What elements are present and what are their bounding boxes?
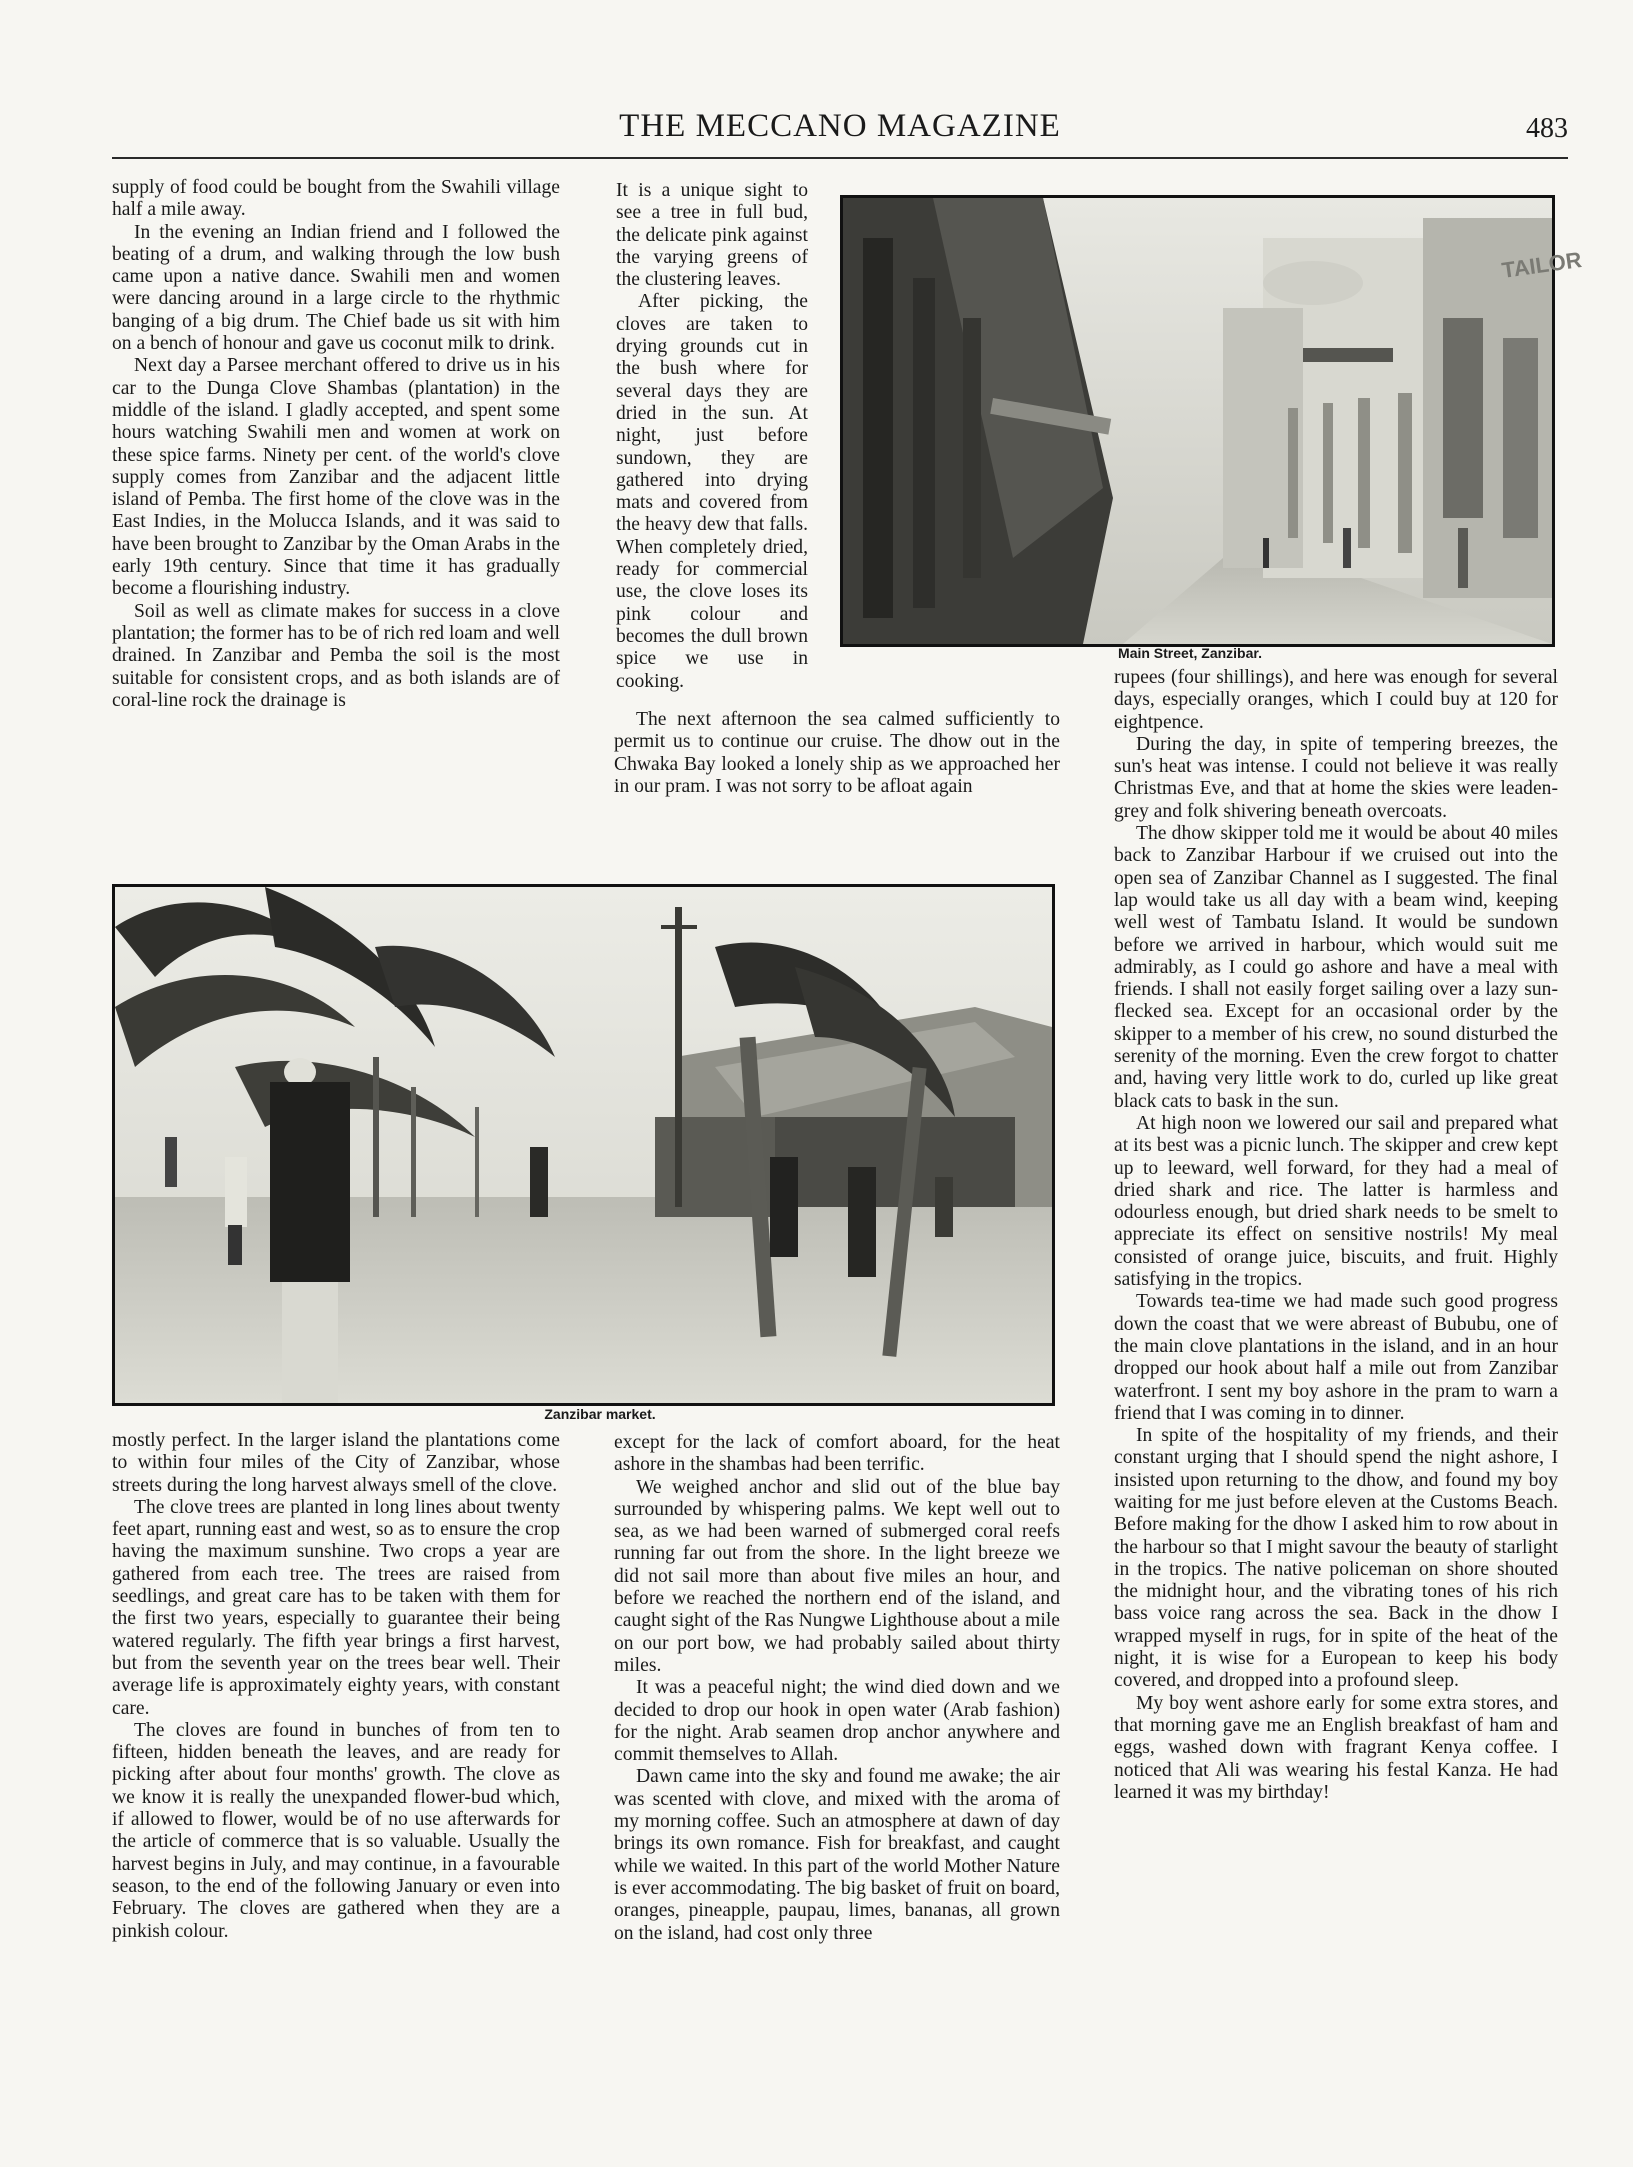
paragraph: The dhow skipper told me it would be about 40 miles back to Zanzibar Harbour if we cruised out into the open sea of Zanzibar Channel as I suggested. The final lap would take us all day with a beam wind, keeping well west of Tambatu Island. It would be sundown before we arrived in harbour, which would suit me admirably, as I could go ashore and have a meal with friends. I shall not easily forget sailing over a lazy sun-flecked sea. Except for an occasional order by the skipper to a member of his crew, no sound disturbed the serenity of the morning. Even the crew forgot to chatter and, having very little work to do, curled up like great black cats to bask in the sun. — [1114, 823, 1558, 1112]
page-header — [112, 104, 1568, 148]
column-2-top-wide — [614, 709, 1060, 798]
paragraph: The next afternoon the sea calmed sufficiently to permit us to continue our cruise. The dhow out in the Chwaka Bay looked a lonely ship as we approached her in our pram. I was not sorry to be afloat again — [614, 709, 1060, 797]
paragraph: rupees (four shillings), and here was enough for several days, especially oranges, which I could buy at 120 for eightpence. — [1114, 667, 1558, 733]
market-caption: Zanzibar market. — [544, 1406, 656, 1422]
paragraph: We weighed anchor and slid out of the blue bay surrounded by whispering palms. We kept well out to sea, as we had been warned of submerged coral reefs running far out from the shore. In the light breeze we did not sail more than about five miles an hour, and before we reached the northern end of the island, and caught sight of the Ras Nungwe Lighthouse about a mile on our port bow, we had probably sailed about thirty miles. — [614, 1476, 1060, 1676]
paragraph: Soil as well as climate makes for success in a clove plantation; the former has to be of rich red loam and well drained. In Zanzibar and Pemba the soil is the most suitable for consistent crops, and as both islands are of coral-line rock the drainage is — [112, 600, 560, 711]
paragraph: In the evening an Indian friend and I followed the beating of a drum, and walking through the low bush came upon a native dance. Swahili men and women were dancing around in a large circle to the rhythmic banging of a big drum. The Chief bade us sit with him on a bench of honour and gave us coconut milk to drink. — [112, 221, 560, 355]
paragraph: At high noon we lowered our sail and prepared what at its best was a picnic lunch. The skipper and crew kept up to leeward, well forward, for they had a meal of dried shark and rice. The latter is harmless and odourless enough, but dried shark needs to be smelt to appreciate its effect on sensitive nostrils! My meal consisted of orange juice, biscuits, and fruit. Highly satisfying in the tropics. — [1114, 1112, 1558, 1291]
column-2-bottom — [614, 1432, 1060, 1945]
main-street-caption: Main Street, Zanzibar. — [1118, 645, 1262, 661]
column-2-top — [616, 180, 808, 693]
paragraph: It was a peaceful night; the wind died down and we decided to drop our hook in open water (Arab fashion) for the night. Arab seamen drop anchor anywhere and commit themselves to Allah. — [614, 1677, 1060, 1766]
paragraph: My boy went ashore early for some extra stores, and that morning gave me an English breakfast of ham and eggs, washed down with fragrant Kenya coffee. I noticed that Ali was wearing his festal Kanza. He had learned it was my birthday! — [1114, 1692, 1558, 1803]
paragraph: Next day a Parsee merchant offered to drive us in his car to the Dunga Clove Shambas (plantation) in the middle of the island. I gladly accepted, and spent some hours watching Swahili men and women at work on these spice farms. Ninety per cent. of the world's clove supply comes from Zanzibar and the adjacent little island of Pemba. The first home of the clove was in the East Indies, in the Molucca Islands, and it was said to have been brought to Zanzibar by the Oman Arabs in the early 19th century. Since that time it has gradually become a flourishing industry. — [112, 355, 560, 600]
paragraph: After picking, the cloves are taken to drying grounds cut in the bush where for several days they are dried in the sun. At night, just before sundown, they are gathered into drying mats and covered from the heavy dew that falls. When completely dried, ready for commercial use, the clove loses its pink colour and becomes the dull brown spice we use in cooking. — [616, 291, 808, 692]
paragraph: The clove trees are planted in long lines about twenty feet apart, running east and west, so as to ensure the crop having the maximum sunshine. Two crops a year are gathered from each tree. The trees are raised from seedlings, and great care has to be taken with them for the first two years, especially to guarantee their being watered regularly. The fifth year brings a first harvest, but from the seventh year on the trees bear well. Their average life is approximately eighty years, with constant care. — [112, 1496, 560, 1719]
shop-sign-text: TAILOR — [1500, 247, 1584, 283]
paragraph: The cloves are found in bunches of from ten to fifteen, hidden beneath the leaves, and are ready for picking after about four months' growth. The clove as we know it is really the unexpanded flower-bud which, if allowed to flower, would be of no use afterwards for the article of commerce that is so valuable. Usually the harvest begins in July, and may continue, in a favourable season, to the end of the following January or even into February. The cloves are gathered when they are a pinkish colour. — [112, 1719, 560, 1942]
magazine-title: THE MECCANO MAGAZINE — [619, 108, 1061, 144]
paragraph: except for the lack of comfort aboard, for the heat ashore in the shambas had been terrific. — [614, 1432, 1060, 1476]
paragraph: In spite of the hospitality of my friends, and their constant urging that I should spend the night ashore, I insisted upon returning to the dhow, and found my boy waiting for me just before eleven at the Customs Beach. Before making for the dhow I asked him to row about in the harbour so that I might savour the beauty of starlight in the tropics. The native policeman on shore shouted the midnight hour, and the vibrating tones of his rich bass voice rang across the sea. Back in the dhow I wrapped myself in rugs, for in spite of the heat of the night, it is wise for a European to keep his body covered, and dropped into a profound sleep. — [1114, 1425, 1558, 1692]
paragraph: supply of food could be bought from the Swahili village half a mile away. — [112, 177, 560, 221]
paragraph: It is a unique sight to see a tree in full bud, the delicate pink against the varying greens of the clustering leaves. — [616, 180, 808, 291]
paragraph: During the day, in spite of tempering breezes, the sun's heat was intense. I could not believe it was really Christmas Eve, and that at home the skies were leaden-grey and folk shivering beneath overcoats. — [1114, 733, 1558, 822]
paragraph: mostly perfect. In the larger island the plantations come to within four miles of the City of Zanzibar, whose streets during the long harvest always smell of the clove. — [112, 1430, 560, 1496]
page-number: 483 — [1526, 113, 1568, 144]
column-1-top — [112, 177, 560, 712]
column-3 — [1114, 667, 1558, 1804]
header-rule — [112, 157, 1568, 159]
paragraph: Dawn came into the sky and found me awake; the air was scented with clove, and mixed with the aroma of my morning coffee. Such an atmosphere at dawn of day brings its own romance. Fish for breakfast, and caught while we waited. In this part of the world Mother Nature is ever accommodating. The big basket of fruit on board, oranges, pineapple, paupau, limes, bananas, all grown on the island, had cost only three — [614, 1766, 1060, 1944]
market-photo — [112, 884, 1055, 1406]
paragraph: Towards tea-time we had made such good progress down the coast that we were abreast of Bububu, one of the main clove plantations in the island, and in an hour dropped our hook about half a mile out from Zanzibar waterfront. I sent my boy ashore in the pram to warn a friend that I was coming in to dinner. — [1114, 1291, 1558, 1424]
column-1-bottom — [112, 1430, 560, 1943]
main-street-photo — [840, 195, 1584, 647]
